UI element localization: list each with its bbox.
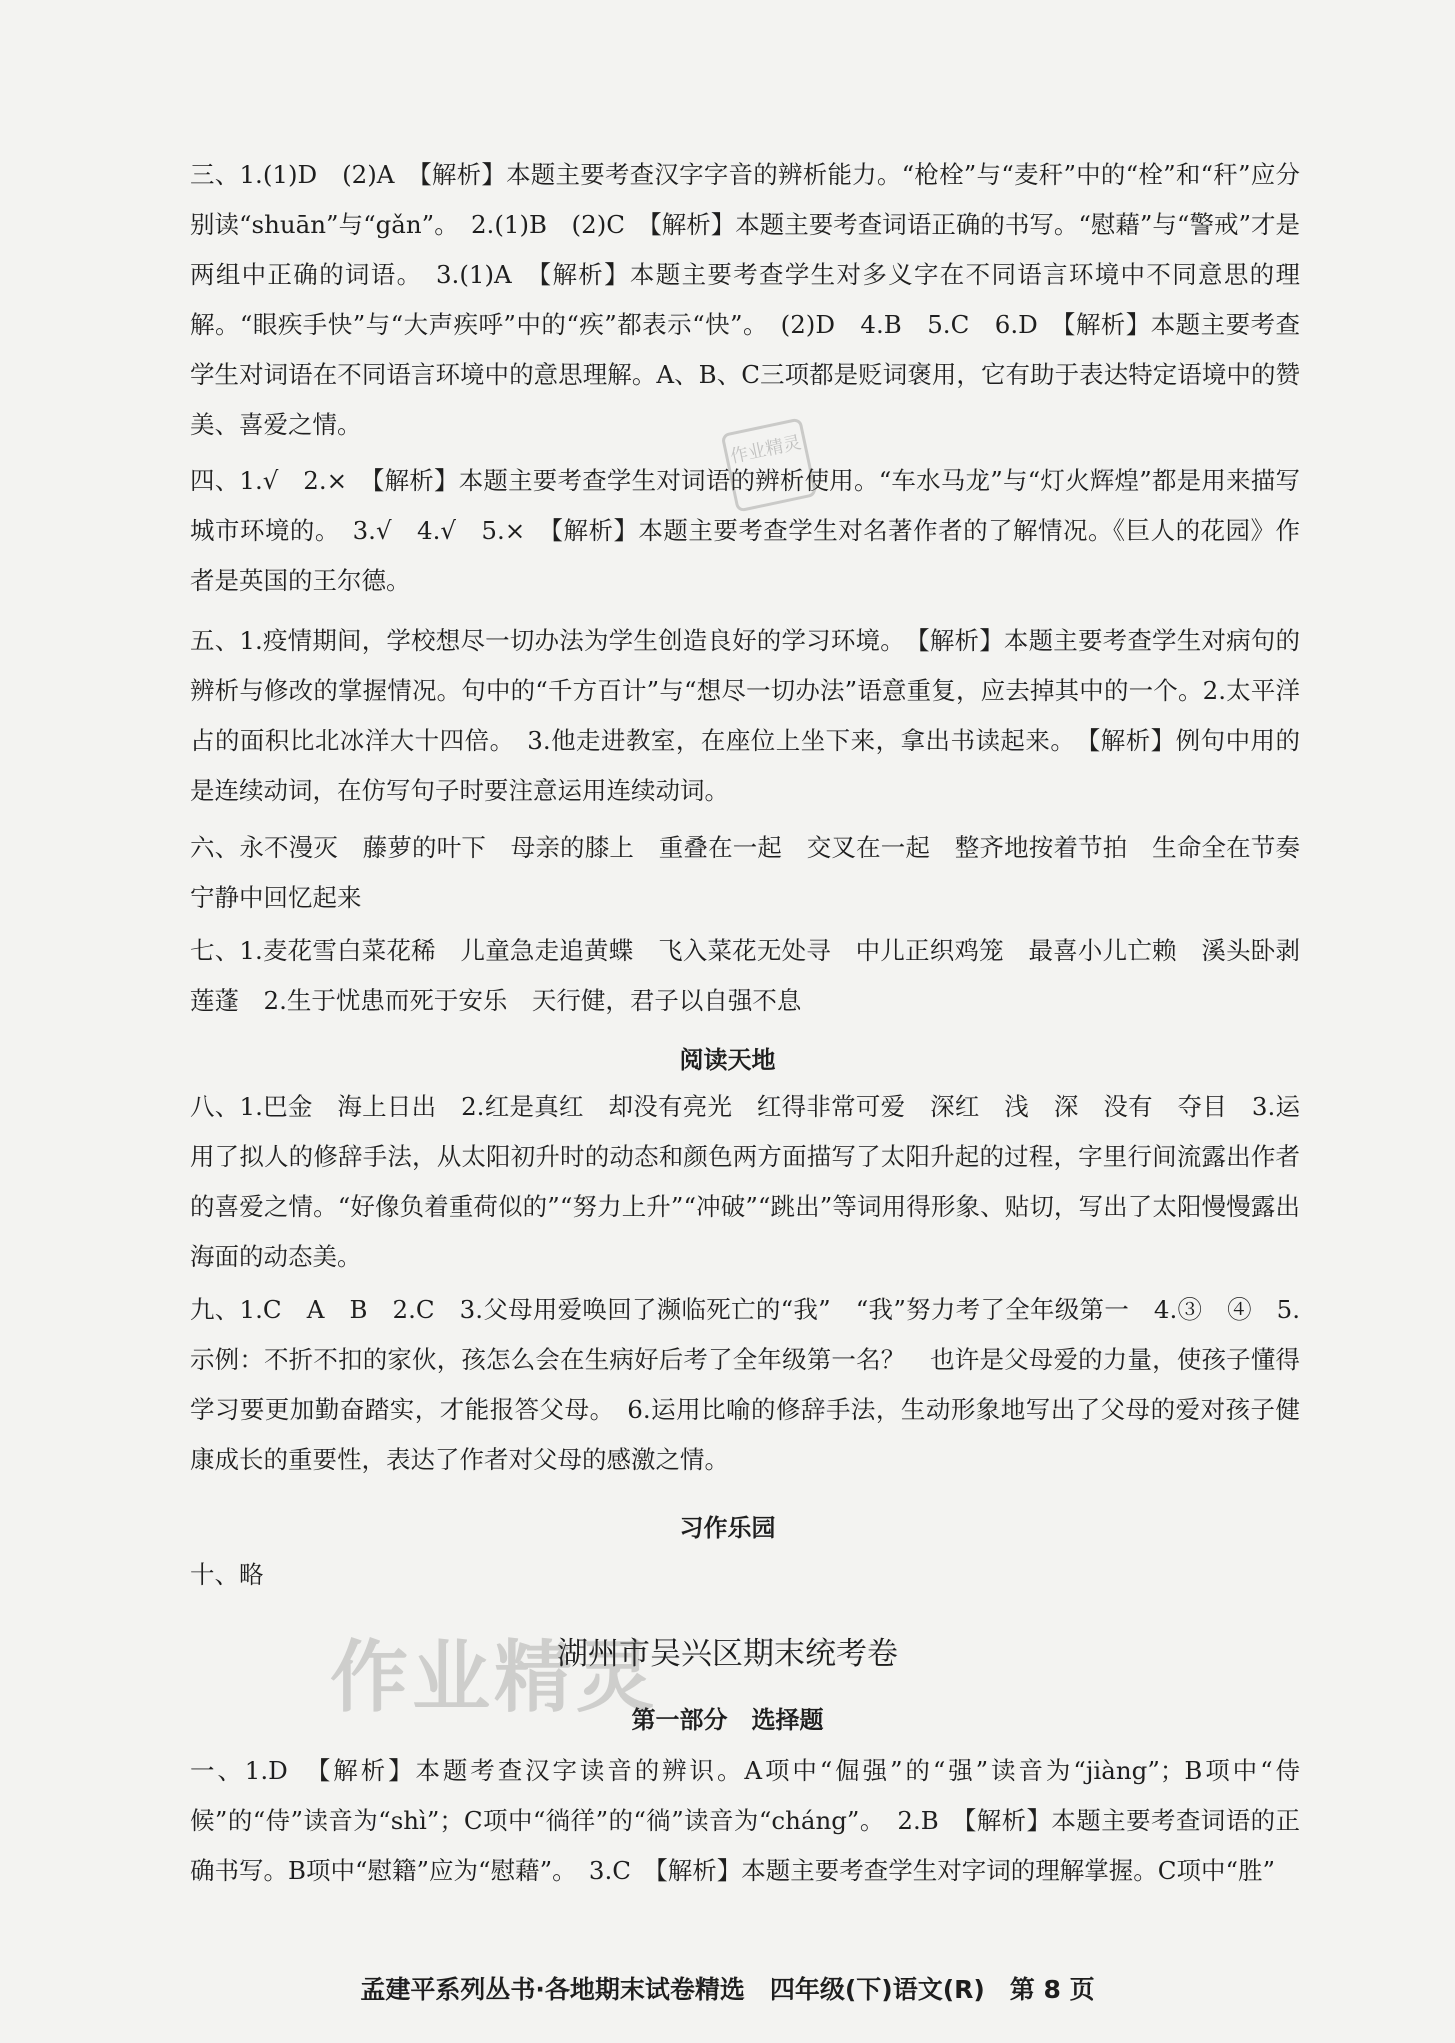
answer-section-9: 九、1.C A B 2.C 3.父母用爱唤回了濒临死亡的“我” “我”努力考了全年级第一 4.③ ④ 5.示例：不折不扣的家伙，孩怎么会在生病好后考了全年级第一名？ 也许是父母爱的力量，使孩子懂得学习要更加勤奋踏实，才能报答父母。 6.运用比喻的修辞手法，生动形象地写出了父母的爱对孩子健康成长的重要性，表达了作者对父母的感激之情。 [190,1295,1300,1474]
answer-section-1-new-exam: 一、1.D 【解析】本题考查汉字读音的辨识。A项中“倔强”的“强”读音为“jiàng”；B项中“侍候”的“侍”读音为“shì”；C项中“徜徉”的“徜”读音为“cháng”。 2.B 【解析】本题主要考查词语的正确书写。B项中“慰籍”应为“慰藉”。 3.C 【解析】本题主要考查学生对字词的理解掌握。C项中“胜” [190,1756,1300,1885]
watermark-stamp: 作业精灵 [721,417,818,512]
watermark-logo: 作业精灵 [330,1633,659,1723]
answer-section-3: 三、1.(1)D (2)A 【解析】本题主要考查汉字字音的辨析能力。“枪栓”与“麦秆”中的“栓”和“秆”应分别读“shuān”与“gǎn”。 2.(1)B (2)C 【解析】本题主要考查词语正确的书写。“慰藉”与“警戒”才是两组中正确的词语。 3.(1)A 【解析】本题主要考查学生对多义字在不同语言环境中不同意思的理解。“眼疾手快”与“大声疾呼”中的“疾”都表示“快”。 (2)D 4.B 5.C 6.D 【解析】本题主要考查学生对词语在不同语言环境中的意思理解。A、B、C三项都是贬词褒用，它有助于表达特定语境中的赞美、喜爱之情。 [190,160,1300,439]
section-heading-writing: 习作乐园 [679,1514,776,1542]
answer-section-4: 四、1.√ 2.× 【解析】本题主要考查学生对词语的辨析使用。“车水马龙”与“灯火辉煌”都是用来描写城市环境的。 3.√ 4.√ 5.× 【解析】本题主要考查学生对名著作者的了解情况。《巨人的花园》作者是英国的王尔德。 [190,466,1300,595]
answer-section-5: 五、1.疫情期间，学校想尽一切办法为学生创造良好的学习环境。 【解析】本题主要考查学生对病句的辨析与修改的掌握情况。句中的“千方百计”与“想尽一切办法”语意重复，应去掉其中的一个。2.太平洋占的面积比北冰洋大十四倍。 3.他走进教室，在座位上坐下来，拿出书读起来。 【解析】例句中用的是连续动词，在仿写句子时要注意运用连续动词。 [190,626,1300,805]
page-footer: 孟建平系列丛书·各地期末试卷精选 四年级(下)语文(R) 第 8 页 [360,1975,1095,2004]
section-heading-reading: 阅读天地 [679,1046,776,1074]
part-title: 第一部分 选择题 [631,1706,824,1734]
answer-section-7: 七、1.麦花雪白菜花稀 儿童急走追黄蝶 飞入菜花无处寻 中儿正织鸡笼 最喜小儿亡赖 溪头卧剥莲蓬 2.生于忧患而死于安乐 天行健，君子以自强不息 [190,936,1300,1015]
answer-section-8: 八、1.巴金 海上日出 2.红是真红 却没有亮光 红得非常可爱 深红 浅 深 没有 夺目 3.运用了拟人的修辞手法，从太阳初升时的动态和颜色两方面描写了太阳升起的过程，字里行间流露出作者的喜爱之情。“好像负着重荷似的”“努力上升”“冲破”“跳出”等词用得形象、贴切，写出了太阳慢慢露出海面的动态美。 [190,1092,1300,1271]
exam-title: 湖州市吴兴区期末统考卷 [557,1636,898,1672]
answer-section-6: 六、永不漫灭 藤萝的叶下 母亲的膝上 重叠在一起 交叉在一起 整齐地按着节拍 生命全在节奏 宁静中回忆起来 [190,833,1325,912]
answer-section-10: 十、略 [190,1560,264,1589]
